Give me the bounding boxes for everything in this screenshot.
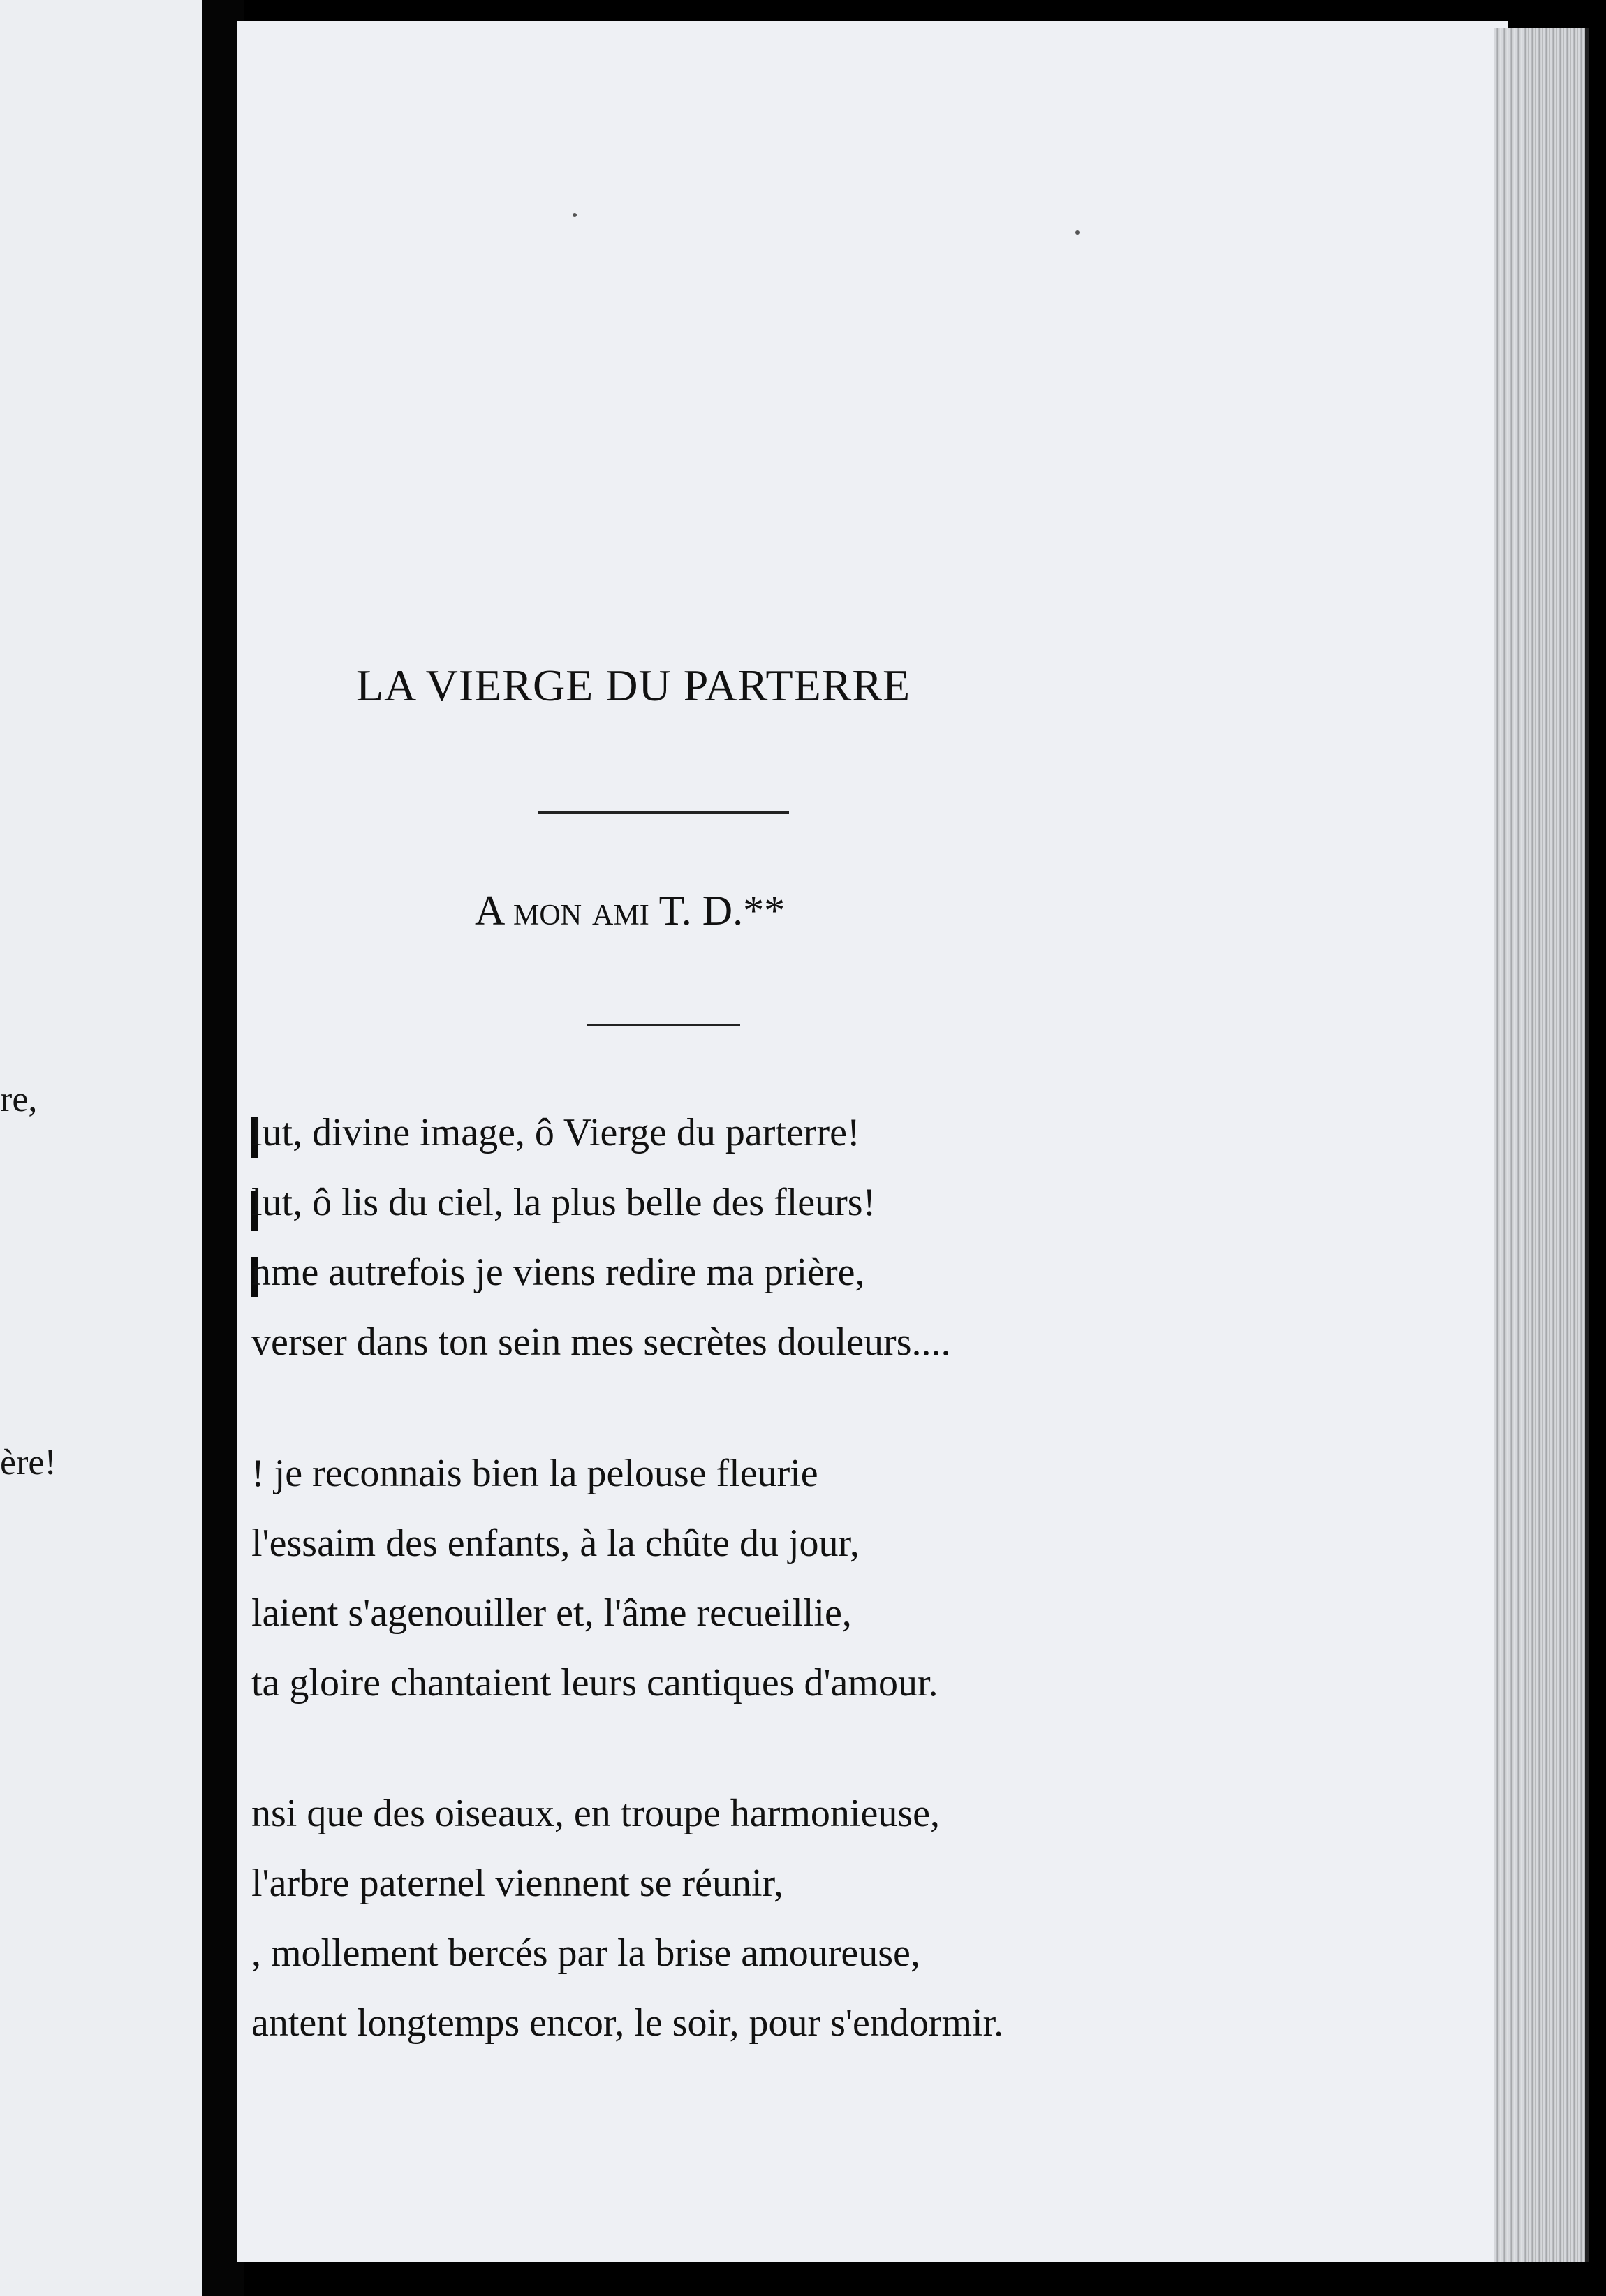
left-page-fragment: ère! xyxy=(0,1443,57,1482)
poem-title: LA VIERGE DU PARTERRE xyxy=(356,661,911,710)
verse-line: lut, ô lis du ciel, la plus belle des fleurs! xyxy=(251,1181,876,1224)
verse-line: antent longtemps encor, le soir, pour s'endormir. xyxy=(251,2001,1004,2045)
verse-line: verser dans ton sein mes secrètes douleurs.... xyxy=(251,1320,951,1364)
verse-line: l'arbre paternel viennent se réunir, xyxy=(251,1862,783,1905)
paper-speck xyxy=(573,213,577,217)
verse-line: lut, divine image, ô Vierge du parterre! xyxy=(251,1111,860,1154)
verse-line: ta gloire chantaient leurs cantiques d'amour. xyxy=(251,1661,938,1705)
verse-line: nme autrefois je viens redire ma prière, xyxy=(251,1251,865,1294)
verse-line: laient s'agenouiller et, l'âme recueillie, xyxy=(251,1591,852,1635)
page-edges xyxy=(1494,28,1589,2262)
poem-dedication: A mon ami T. D.** xyxy=(475,888,786,934)
verse-line: nsi que des oiseaux, en troupe harmonieuse, xyxy=(251,1792,940,1835)
dedication-rule xyxy=(587,1024,740,1026)
verse-line: l'essaim des enfants, à la chûte du jour, xyxy=(251,1522,860,1565)
title-rule xyxy=(538,811,789,814)
left-page xyxy=(0,0,202,2296)
right-page xyxy=(237,21,1508,2262)
verse-line: , mollement bercés par la brise amoureuse, xyxy=(251,1931,920,1975)
verse-line: ! je reconnais bien la pelouse fleurie xyxy=(251,1452,818,1495)
paper-speck xyxy=(1075,230,1080,235)
left-page-fragment: re, xyxy=(0,1080,38,1119)
